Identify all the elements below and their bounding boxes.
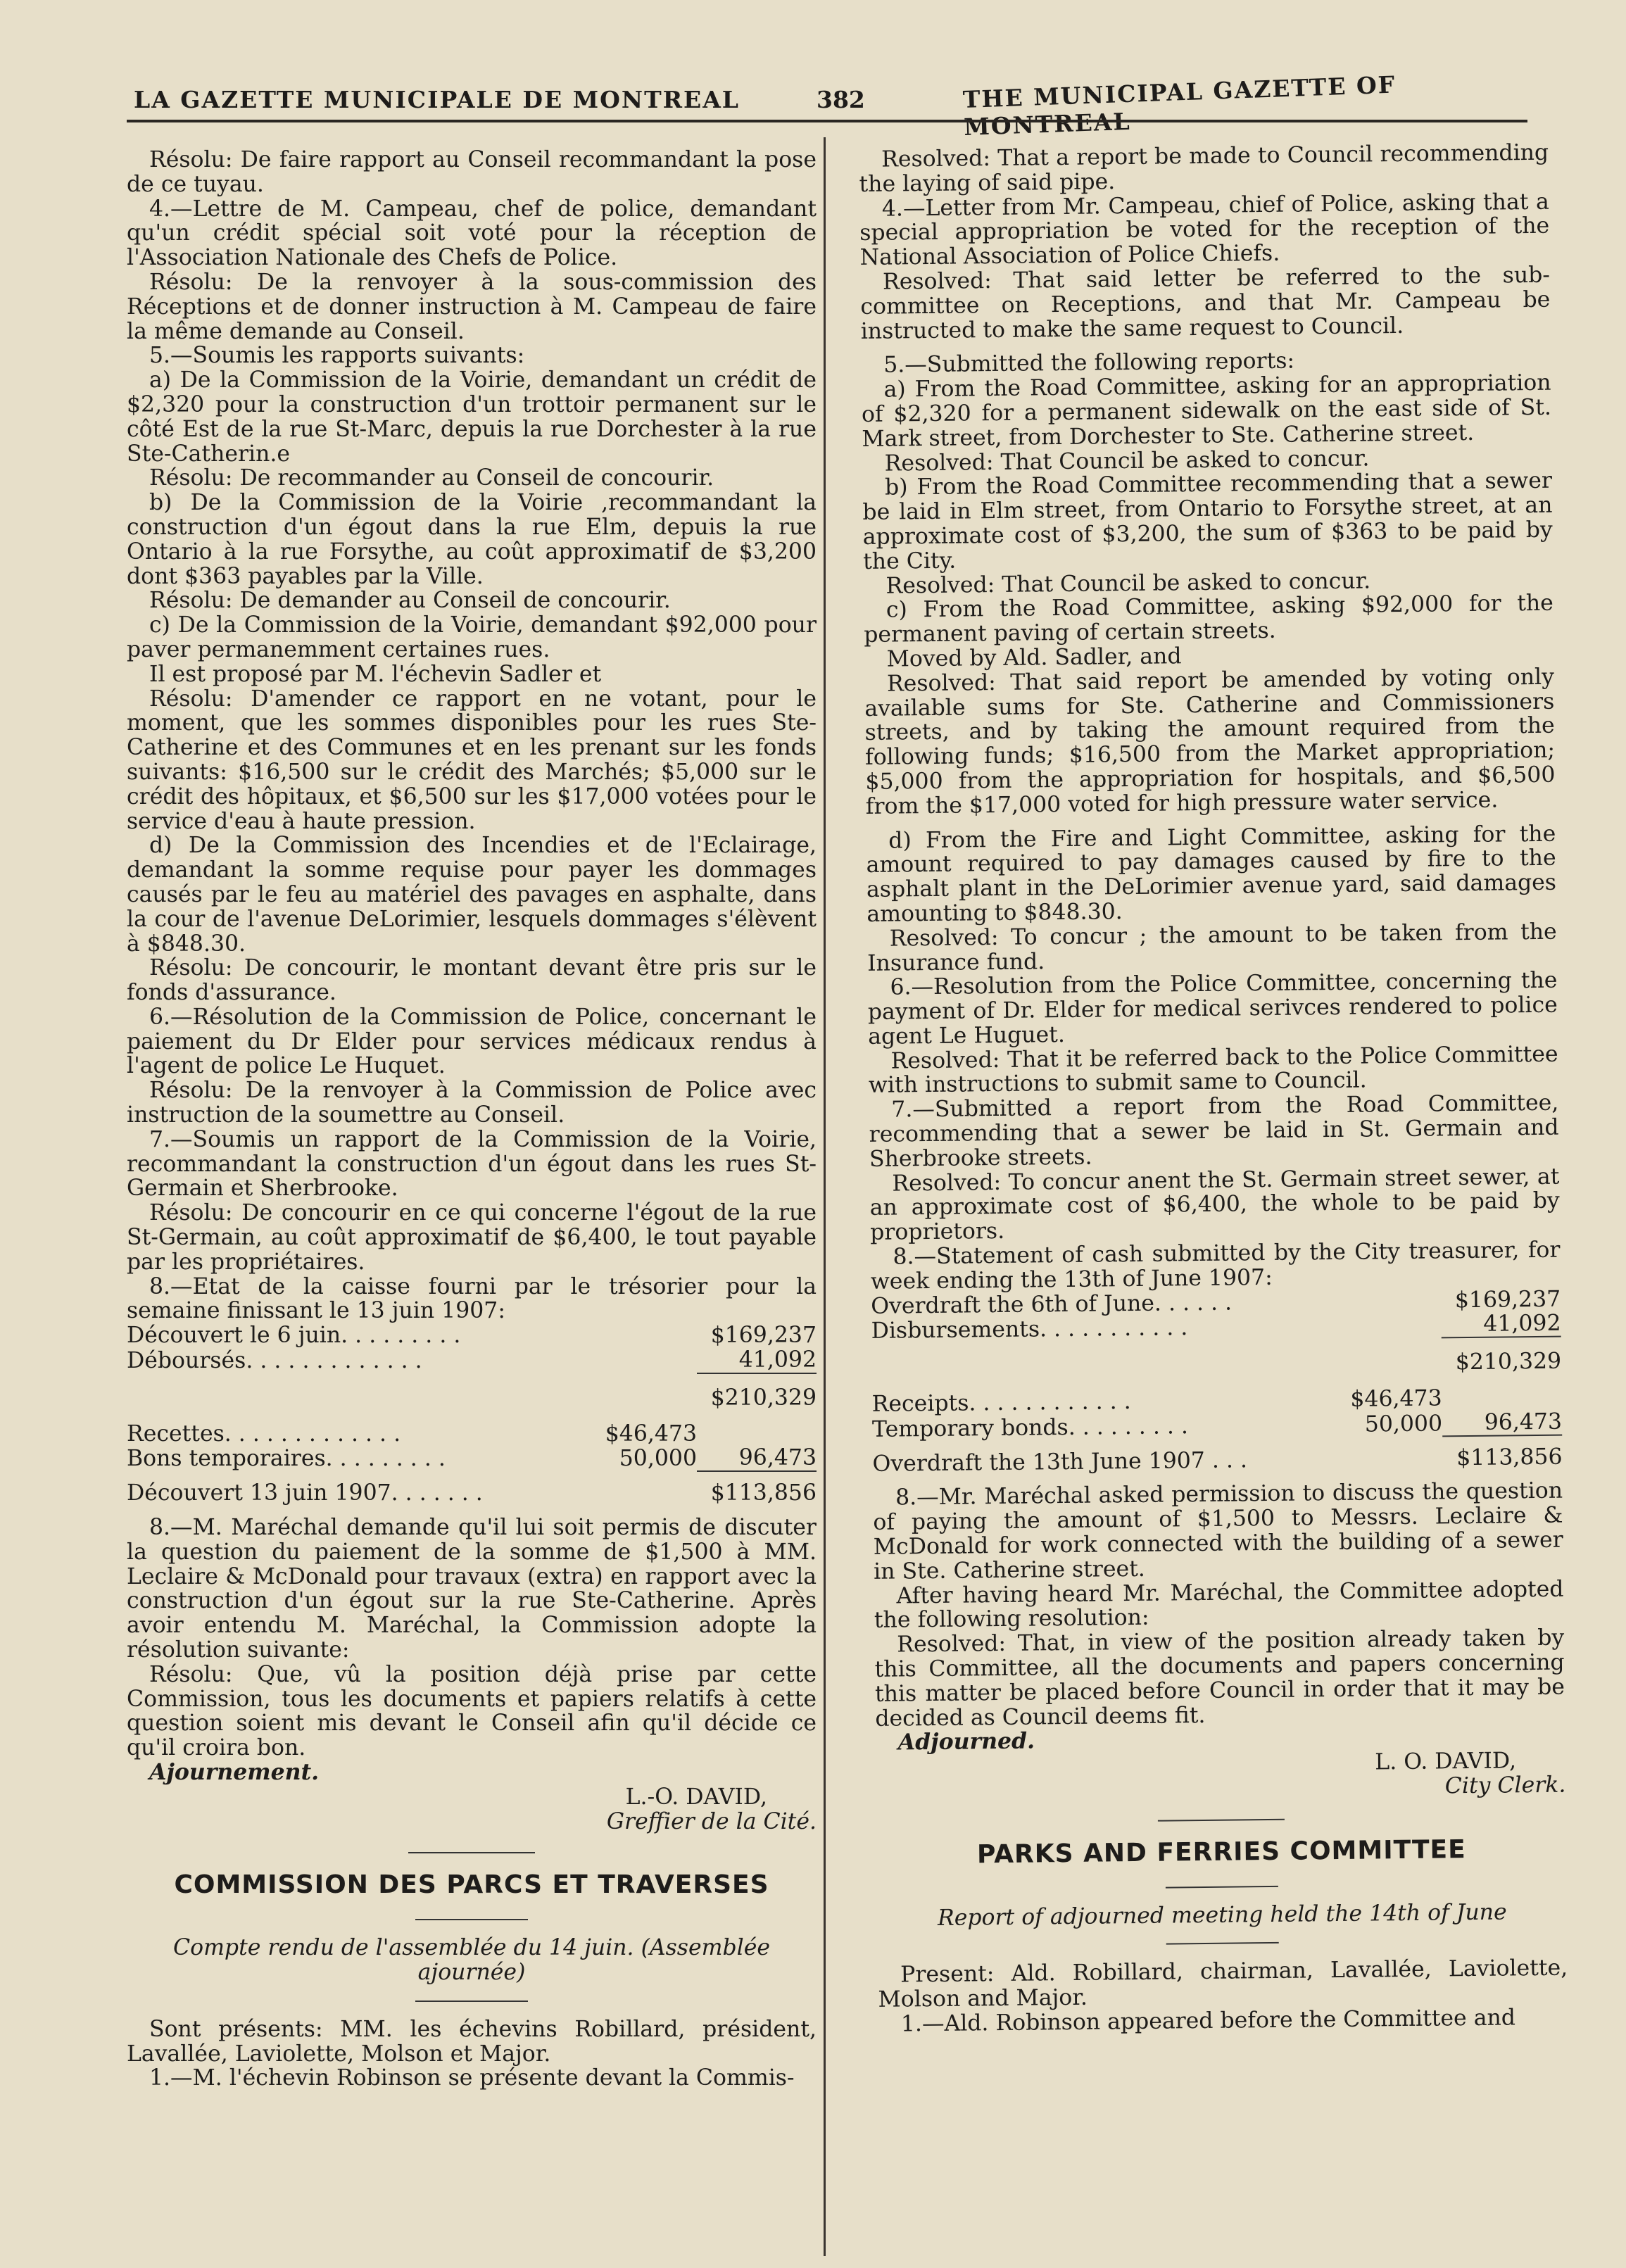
table-cell: $46,473	[1350, 1385, 1442, 1412]
table-cell: $113,856	[710, 1480, 817, 1506]
paragraph: Resolved: That, in view of the position already taken by this Committee, all the documents and papers concerning this matter be placed before Council in order that it may be decided as Council deems fit.	[874, 1625, 1565, 1732]
cash-statement-table	[127, 1323, 817, 1506]
paragraph: 5.—Submitted the following reports:	[883, 348, 1295, 379]
paragraph: Résolu: De recommander au Conseil de concourir.	[149, 465, 714, 491]
section-subtitle: Compte rendu de l'assemblée du 14 juin. (Assemblée ajournée)	[173, 1935, 770, 1985]
paragraph: Resolved: To concur anent the St. Germain street sewer, at an approximate cost of $6,400, the whole to be paid by proprietors.	[869, 1164, 1560, 1246]
table-cell: Déboursés. . . . . . . . . . . . .	[127, 1348, 422, 1374]
paragraph: 1.—Ald. Robinson appeared before the Committee and	[900, 2005, 1516, 2037]
paragraph: 6.—Résolution de la Commission de Police, concernant le paiement du Dr Elder pour services médicaux rendus à l'agent de police Le Huquet.	[127, 1004, 817, 1079]
paragraph: d) De la Commission des Incendies et de l'Eclairage, demandant la somme requise pour payer les dommages causés par le feu au matériel des pavages en asphalte, dans la cour de l'avenue DeLorimier, lesquels dommages s'élèvent à $848.30.	[127, 833, 817, 957]
page-number: 382	[817, 86, 865, 113]
signature-title: Greffier de la Cité.	[606, 1808, 817, 1834]
table-cell: Bons temporaires. . . . . . . . .	[127, 1446, 446, 1472]
table-cell: $46,473	[605, 1420, 697, 1447]
paragraph: Sont présents: MM. les échevins Robillard, président, Lavallée, Laviolette, Molson et Major.	[127, 2016, 817, 2067]
english-column	[859, 141, 1568, 2037]
divider	[415, 2001, 528, 2002]
table-cell: $210,329	[710, 1385, 817, 1411]
table-row	[127, 1323, 817, 1348]
table-cell: Disbursements. . . . . . . . . . .	[871, 1315, 1188, 1344]
paragraph: Moved by Ald. Sadler, and	[886, 643, 1182, 672]
paragraph: b) From the Road Committee recommending that a sewer be laid in Elm street, from Ontario to Forsythe street, at an approximate cost of $3,200, the sum of $363 to be paid by the City.	[862, 468, 1553, 574]
table-row	[127, 1348, 817, 1373]
section-title: COMMISSION DES PARCS ET TRAVERSES	[174, 1870, 769, 1900]
paragraph: 8.—Mr. Maréchal asked permission to discuss the question of paying the amount of $1,500 to Messrs. Leclaire & McDonald for work connected with the building of a sewer in Ste. Catherine street.	[873, 1478, 1563, 1585]
paragraph: Resolved: That said report be amended by voting only available sums for Ste. Catherine and Commissioners streets, and by taking the amount required from the following funds; $16,500 from the Market appropriation; $5,000 from the appropriation for hospitals, and $6,500 from the $17,000 voted for high pressure water service.	[864, 664, 1556, 819]
table-cell: Temporary bonds. . . . . . . . .	[871, 1413, 1189, 1442]
paragraph: Il est proposé par M. l'échevin Sadler et	[149, 661, 602, 687]
signature-title: City Clerk.	[1444, 1772, 1566, 1799]
table-cell: Overdraft the 13th June 1907 . . .	[872, 1447, 1248, 1477]
paragraph: Resolved: That it be referred back to the Police Committee with instructions to submit same to Council.	[868, 1041, 1558, 1099]
table-cell: Recettes. . . . . . . . . . . . .	[127, 1420, 401, 1447]
paragraph: a) From the Road Committee, asking for an appropriation of $2,320 for a permanent sidewalk on the east side of St. Mark street, from Dorchester to Ste. Catherine street.	[861, 370, 1552, 452]
table-row	[127, 1422, 817, 1447]
paragraph: Resolved: To concur ; the amount to be taken from the Insurance fund.	[866, 919, 1557, 976]
table-cell: Découvert 13 juin 1907. . . . . . .	[127, 1480, 483, 1506]
cash-statement-table	[871, 1287, 1563, 1476]
table-cell: Découvert le 6 juin. . . . . . . . .	[127, 1323, 461, 1349]
paragraph: 7.—Soumis un rapport de la Commission de la Voirie, recommandant la construction d'un égout dans les rues St-Germain et Sherbrooke.	[127, 1126, 817, 1202]
section-subtitle: Report of adjourned meeting held the 14th of June	[937, 1899, 1507, 1931]
paragraph: 4.—Lettre de M. Campeau, chef de police, demandant qu'un crédit spécial soit voté pour la réception de l'Association Nationale des Chefs de Police.	[127, 196, 817, 271]
table-cell: 50,000	[619, 1446, 697, 1472]
table-cell: 96,473	[1484, 1409, 1563, 1435]
paragraph: Resolved: That said letter be referred to the sub-committee on Receptions, and that Mr. Campeau be instructed to make the same request to Council.	[860, 262, 1551, 344]
divider	[1158, 1819, 1285, 1822]
paragraph: After having heard Mr. Maréchal, the Committee adopted the following resolution:	[874, 1576, 1564, 1634]
paragraph: Present: Ald. Robillard, chairman, Lavallée, Laviolette, Molson and Major.	[878, 1955, 1568, 2013]
table-row	[127, 1481, 817, 1506]
header-title-french: LA GAZETTE MUNICIPALE DE MONTREAL	[134, 86, 740, 113]
paragraph: Résolu: De la renvoyer à la sous-commission des Réceptions et de donner instruction à M. Campeau de faire la même demande au Conseil.	[127, 269, 817, 344]
paragraph: b) De la Commission de la Voirie ,recommandant la construction d'un égout dans la rue Elm, depuis la rue Ontario à la rue Forsythe, au coût approximatif de $3,200 dont $363 payables par la Ville.	[127, 490, 817, 589]
paragraph: Résolu: Que, vû la position déjà prise par cette Commission, tous les documents et papiers relatifs à cette question soient mis devant le Conseil afin qu'il décide ce qu'il croira bon.	[127, 1661, 817, 1761]
divider	[1166, 1885, 1278, 1888]
adjournment: Adjourned.	[897, 1727, 1035, 1756]
table-cell: 41,092	[738, 1347, 817, 1373]
paragraph: a) De la Commission de la Voirie, demandant un crédit de $2,320 pour la construction d'un trottoir permanent sur le côté Est de la rue St-Marc, depuis la rue Dorchester à la rue Ste-Catherin.e	[127, 367, 817, 467]
paragraph: Résolu: De demander au Conseil de concourir.	[149, 588, 671, 614]
column-divider	[824, 137, 826, 2256]
page-header	[127, 70, 1527, 141]
table-row	[127, 1386, 817, 1411]
paragraph: 4.—Letter from Mr. Campeau, chief of Police, asking that a special appropriation be voted for the reception of the National Association of Police Chiefs.	[859, 189, 1550, 271]
paragraph: 8.—Etat de la caisse fourni par le trésorier pour la semaine finissant le 13 juin 1907:	[127, 1273, 817, 1324]
table-cell: 50,000	[1364, 1411, 1443, 1437]
paragraph: 8.—Statement of cash submitted by the City treasurer, for week ending the 13th of June 1907:	[870, 1237, 1561, 1294]
table-cell: 96,473	[738, 1445, 817, 1471]
paragraph: 1.—M. l'échevin Robinson se présente devant la Commis-	[149, 2065, 795, 2091]
divider	[1166, 1942, 1279, 1945]
paragraph: c) De la Commission de la Voirie, demandant $92,000 pour paver permanemment certaines rues.	[127, 612, 817, 662]
paragraph: Résolu: D'amender ce rapport en ne votant, pour le moment, que les sommes disponibles pour les rues Ste-Catherine et des Communes et en les prenant sur les fonds suivants: $16,500 sur le crédit des Marchés; $5,000 sur le crédit des hôpitaux, et $6,500 sur les $17,000 votées pour le service d'eau à haute pression.	[127, 686, 817, 834]
header-title-english: THE MUNICIPAL GAZETTE OF MONTREAL	[962, 70, 1397, 141]
adjournment: Ajournement.	[149, 1759, 320, 1785]
table-cell: $210,329	[1455, 1348, 1562, 1375]
table-cell: $169,237	[710, 1323, 817, 1349]
header-rule	[127, 120, 1527, 122]
signature-name: L.-O. DAVID,	[625, 1784, 767, 1810]
table-cell: 41,092	[1483, 1311, 1561, 1337]
paragraph: Resolved: That Council be asked to concur.	[886, 567, 1371, 599]
paragraph: Résolu: De concourir, le montant devant être pris sur le fonds d'assurance.	[127, 955, 817, 1006]
paragraph: 7.—Submitted a report from the Road Committee, recommending that a sewer be laid in St. Germain and Sherbrooke streets.	[869, 1090, 1559, 1172]
divider	[415, 1919, 528, 1920]
table-row	[127, 1446, 817, 1471]
paragraph: Résolu: De la renvoyer à la Commission de Police avec instruction de la soumettre au Conseil.	[127, 1078, 817, 1128]
signature-name: L. O. DAVID,	[1375, 1748, 1517, 1775]
paragraph: 8.—M. Maréchal demande qu'il lui soit permis de discuter la question du paiement de la somme de $1,500 à MM. Leclaire & McDonald pour travaux (extra) en rapport avec la construction d'un égout sur la rue Ste-Catherine. Après avoir entendu M. Maréchal, la Commission adopte la résolution suivante:	[127, 1515, 817, 1663]
paragraph: Résolu: De faire rapport au Conseil recommandant la pose de ce tuyau.	[127, 147, 817, 197]
table-cell: Overdraft the 6th of June. . . . . .	[871, 1290, 1233, 1319]
paragraph: Resolved: That a report be made to Council recommending the laying of said pipe.	[859, 139, 1549, 197]
paragraph: 5.—Soumis les rapports suivants:	[149, 343, 525, 369]
paragraph: Résolu: De concourir en ce qui concerne l'égout de la rue St-Germain, au coût approximatif de $6,400, le tout payable par les propriétaires.	[127, 1200, 817, 1275]
table-cell: $169,237	[1454, 1286, 1561, 1313]
paragraph: d) From the Fire and Light Committee, asking for the amount required to pay damages caused by fire to the asphalt plant in the DeLorimier avenue yard, said damages amounting to $848.30.	[866, 821, 1557, 927]
paragraph: 6.—Resolution from the Police Committee, concerning the payment of Dr. Elder for medical serivces rendered to police agent Le Huguet.	[867, 967, 1558, 1050]
section-title: PARKS AND FERRIES COMMITTEE	[976, 1834, 1466, 1870]
french-column	[127, 148, 817, 2091]
table-cell: Receipts. . . . . . . . . . . .	[871, 1389, 1131, 1417]
table-cell: $113,856	[1456, 1444, 1563, 1470]
paragraph: c) From the Road Committee, asking $92,000 for the permanent paving of certain streets.	[864, 591, 1554, 648]
divider	[408, 1852, 535, 1853]
paragraph: Resolved: That Council be asked to concur.	[884, 445, 1370, 477]
